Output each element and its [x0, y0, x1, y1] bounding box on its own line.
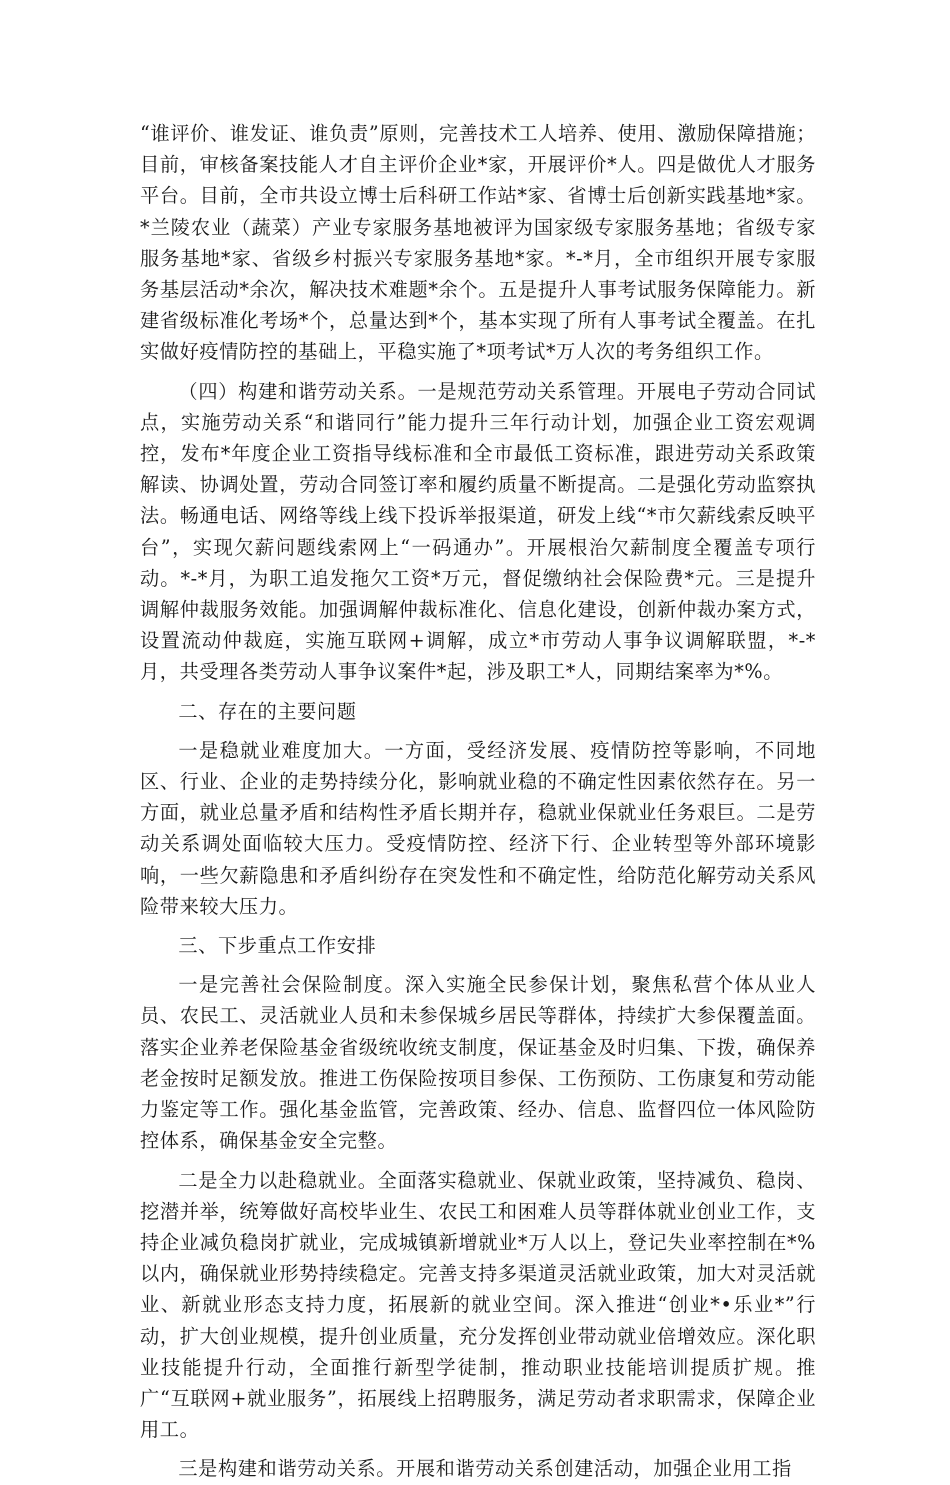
paragraph-problems: 一是稳就业难度加大。一方面，受经济发展、疫情防控等影响，不同地区、行业、企业的走势持续分化，影响就业稳的不确定性因素依然存在。另一方面，就业总量矛盾和结构性矛盾长期并存，稳就业保就业任务艰巨。二是劳动关系调处面临较大压力。受疫情防控、经济下行、企业转型等外部环境影响，一些欠薪隐患和矛盾纠纷存在突发性和不确定性，给防范化解劳动关系风险带来较大压力。: [140, 738, 816, 918]
section-heading-problems: 二、存在的主要问题: [178, 699, 357, 723]
paragraph-labor-relations: （四）构建和谐劳动关系。一是规范劳动关系管理。开展电子劳动合同试点，实施劳动关系“和谐同行”能力提升三年行动计划，加强企业工资宏观调控，发布*年度企业工资指导线标准和全市最低工资标准，跟进劳动关系政策解读、协调处置，劳动合同签订率和履约质量不断提高。二是强化劳动监察执法。畅通电话、网络等线上线下投诉举报渠道，研发上线“*市欠薪线索反映平台”，实现欠薪问题线索网上“一码通办”。开展根治欠薪制度全覆盖专项行动。*-*月，为职工追发拖欠工资*万元，督促缴纳社会保险费*元。三是提升调解仲裁服务效能。加强调解仲裁标准化、信息化建设，创新仲裁办案方式，设置流动仲裁庭，实施互联网+调解，成立*市劳动人事争议调解联盟，*-*月，共受理各类劳动人事争议案件*起，涉及职工*人，同期结案率为*%。: [140, 379, 816, 684]
paragraph-continuation: “谁评价、谁发证、谁负责”原则，完善技术工人培养、使用、激励保障措施；目前，审核备案技能人才自主评价企业*家，开展评价*人。四是做优人才服务平台。目前，全市共设立博士后科研工作站*家、省博士后创新实践基地*家。*兰陵农业（蔬菜）产业专家服务基地被评为国家级专家服务基地；省级专家服务基地*家、省级乡村振兴专家服务基地*家。*-*月，全市组织开展专家服务基层活动*余次，解决技术难题*余个。五是提升人事考试服务保障能力。新建省级标准化考场*个，总量达到*个，基本实现了所有人事考试全覆盖。在扎实做好疫情防控的基础上，平稳实施了*项考试*万人次的考务组织工作。: [140, 122, 816, 364]
paragraph-harmonious-labor: 三是构建和谐劳动关系。开展和谐劳动关系创建活动，加强企业用工指: [178, 1457, 792, 1481]
document-body: [140, 118, 816, 1485]
paragraph-employment: 二是全力以赴稳就业。全面落实稳就业、保就业政策，坚持减负、稳岗、挖潜并举，统筹做好高校毕业生、农民工和困难人员等群体就业创业工作，支持企业减负稳岗扩就业，完成城镇新增就业*万人以上，登记失业率控制在*%以内，确保就业形势持续稳定。完善支持多渠道灵活就业政策，加大对灵活就业、新就业形态支持力度，拓展新的就业空间。深入推进“创业*•乐业*”行动，扩大创业规模，提升创业质量，充分发挥创业带动就业倍增效应。深化职业技能提升行动，全面推行新型学徒制，推动职业技能培训提质扩规。推广“互联网+就业服务”，拓展线上招聘服务，满足劳动者求职需求，保障企业用工。: [140, 1168, 816, 1442]
paragraph-social-insurance: 一是完善社会保险制度。深入实施全民参保计划，聚焦私营个体从业人员、农民工、灵活就业人员和未参保城乡居民等群体，持续扩大参保覆盖面。落实企业养老保险基金省级统收统支制度，保证基金及时归集、下拨，确保养老金按时足额发放。推进工伤保险按项目参保、工伤预防、工伤康复和劳动能力鉴定等工作。强化基金监管，完善政策、经办、信息、监督四位一体风险防控体系，确保基金安全完整。: [140, 973, 816, 1153]
section-heading-next-steps: 三、下步重点工作安排: [178, 934, 377, 958]
